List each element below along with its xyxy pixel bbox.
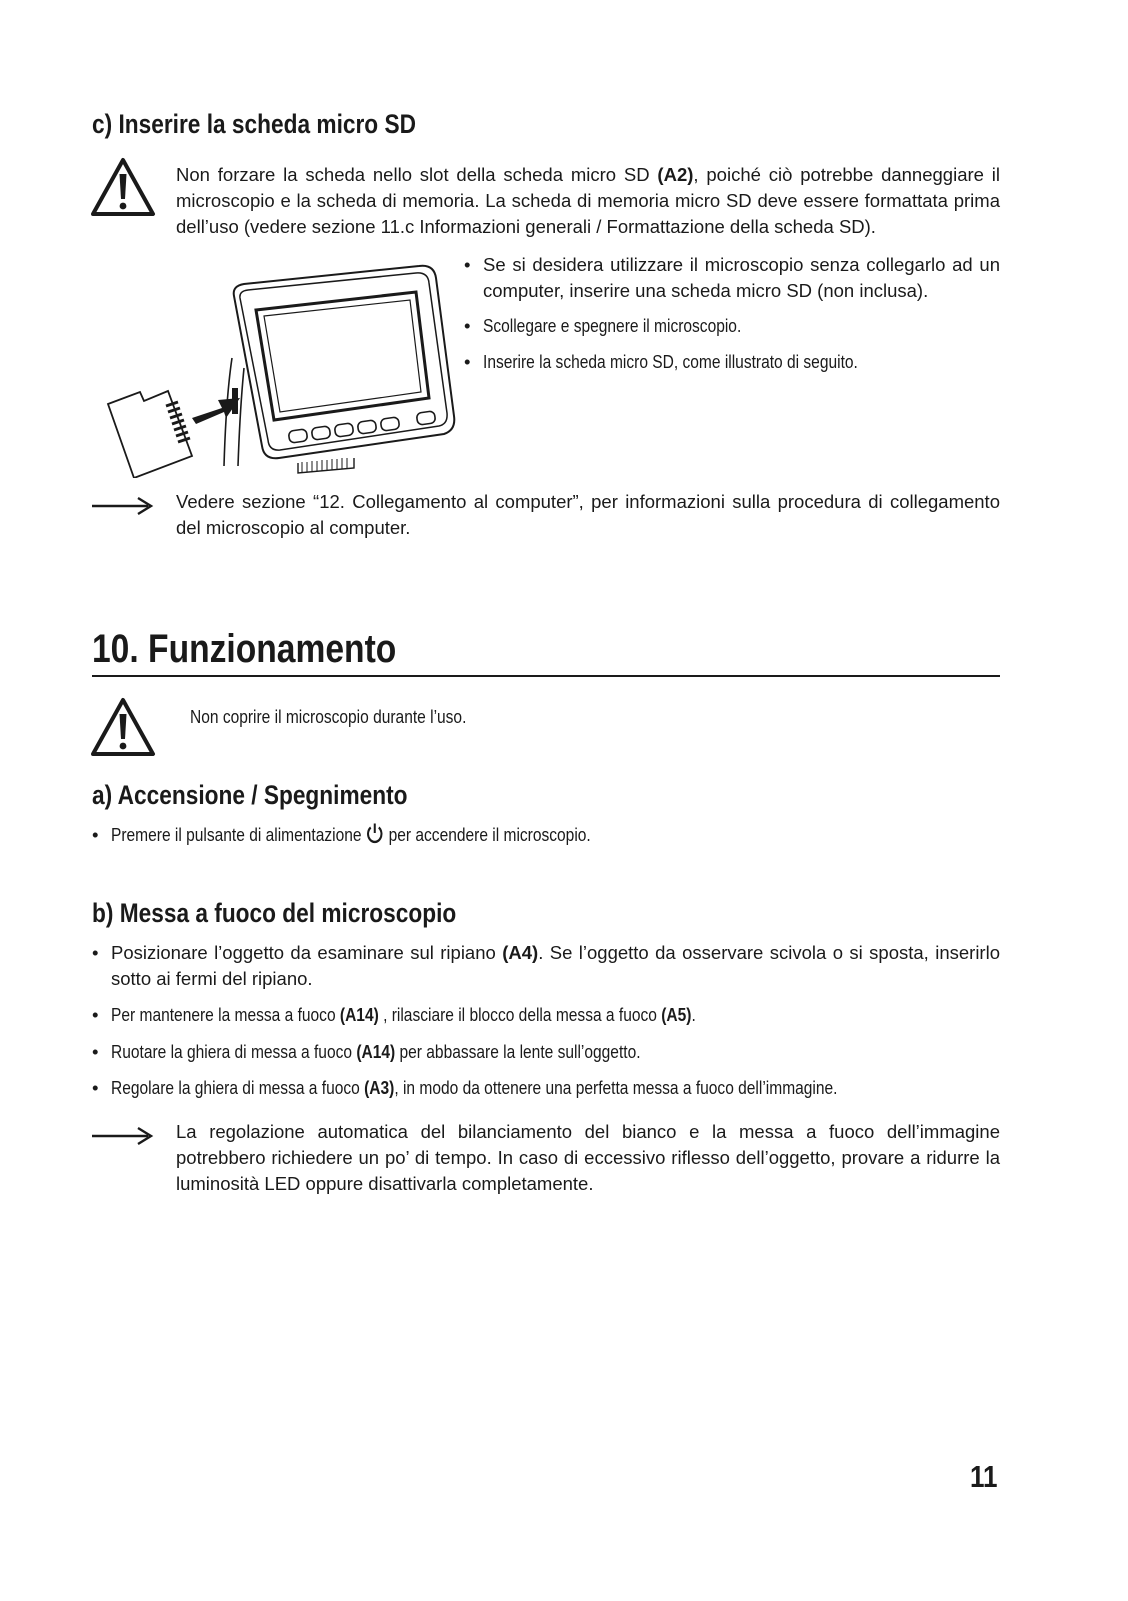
power-icon bbox=[366, 822, 384, 844]
note-text-focus: La regolazione automatica del bilanciamento del bianco e la messa a fuoco dell’immagine potrebbero richiedere un po’ di tempo. In caso di eccessivo riflesso dell’oggetto, provare a ridurre la luminosità LED oppure disattivarla completamente. bbox=[176, 1121, 1000, 1194]
chapter-rule bbox=[92, 675, 1000, 677]
microscope-sd-illustration bbox=[104, 258, 462, 478]
warning-text-sd: Non forzare la scheda nello slot della scheda micro SD (A2), poiché ciò potrebbe danneggiare il microscopio e la scheda di memoria. La scheda di memoria micro SD deve essere formattata prima dell’uso (vedere sezione 11.c Informazioni generali / Formattazione della scheda SD). bbox=[176, 164, 1000, 237]
chapter-title: 10. Funzionamento bbox=[92, 627, 397, 671]
section-b-title: b) Messa a fuoco del microscopio bbox=[92, 898, 457, 928]
section-a-title: a) Accensione / Spegnimento bbox=[92, 780, 408, 810]
page-number: 11 bbox=[970, 1459, 998, 1494]
note-text-computer: Vedere sezione “12. Collegamento al computer”, per informazioni sulla procedura di collegamento del microscopio al computer. bbox=[176, 491, 1000, 538]
warning-triangle-icon bbox=[90, 157, 156, 217]
warning-triangle-icon bbox=[90, 697, 156, 757]
warning-text-cover: Non coprire il microscopio durante l’uso. bbox=[190, 706, 467, 727]
long-right-arrow-icon bbox=[90, 1126, 154, 1146]
long-right-arrow-icon bbox=[90, 496, 154, 516]
section-c-title: c) Inserire la scheda micro SD bbox=[92, 109, 416, 139]
